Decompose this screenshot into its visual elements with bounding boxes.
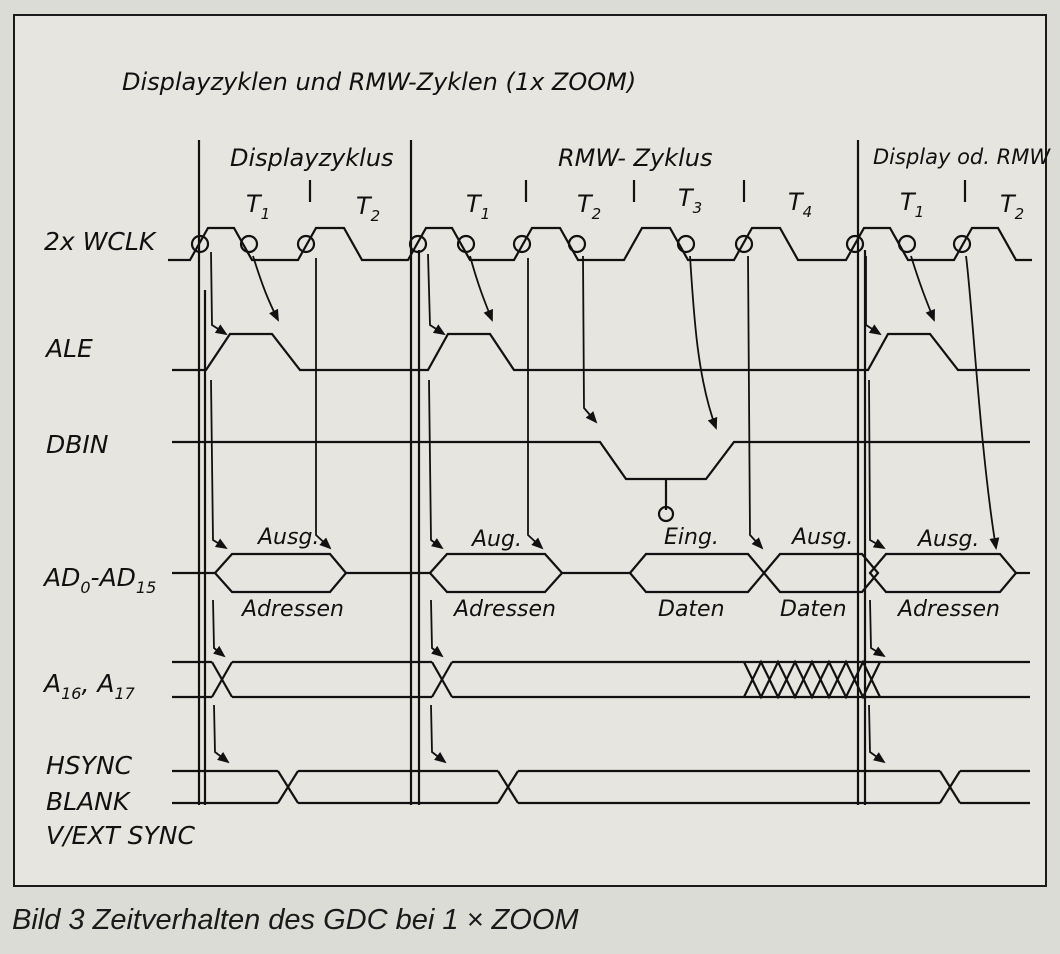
hsync-blank-waveform <box>172 771 1030 803</box>
arrow-wclk-ale-rise-c <box>866 256 880 334</box>
arrow-wclk-ale-rise <box>211 252 226 334</box>
signal-label-vext-sync: V/EXT SYNC <box>46 821 195 850</box>
t-label-t2-c: $T_2$ <box>1000 190 1025 223</box>
t-label-t4: $T_4$ <box>788 188 813 221</box>
arrow-wclk-ale-fall-b <box>470 256 492 320</box>
arrow-a16-hsync-b <box>431 705 445 762</box>
arrow-wclk-ad-end-c <box>966 256 996 548</box>
arrow-wclk-ale-fall <box>253 256 278 320</box>
arrow-wclk-dbin-rise <box>690 256 716 428</box>
bus-label-ausg-2: Ausg. <box>792 525 854 550</box>
arrow-ale-ad-out-c <box>869 380 884 548</box>
signal-label-a16-a17: $A_{16}$, $A_{17}$ <box>44 669 135 703</box>
arrow-wclk-ad-daten <box>748 256 762 548</box>
bus-label-daten-1: Daten <box>658 597 725 622</box>
t-label-t3: $T_3$ <box>678 184 703 217</box>
bus-label-adressen-1: Adressen <box>242 597 344 622</box>
causality-arrows <box>211 252 996 762</box>
signal-label-hsync: HSYNC <box>46 751 133 780</box>
bus-label-daten-2: Daten <box>780 597 847 622</box>
arrow-wclk-ad-end-b <box>528 258 542 548</box>
t-label-t2-a: $T_2$ <box>356 192 381 225</box>
signal-names <box>42 227 196 850</box>
t-label-t2-b: $T_2$ <box>577 190 602 223</box>
t-label-t1-b: $T_1$ <box>466 190 491 223</box>
a16-a17-waveform <box>172 662 1030 697</box>
signal-label-ad: $AD_0-AD_{15}$ <box>44 563 157 597</box>
waveforms <box>168 140 1032 805</box>
signal-label-dbin: DBIN <box>46 430 109 459</box>
arrow-wclk-ale-rise-b <box>428 254 444 334</box>
signal-label-wclk: 2x WCLK <box>44 227 156 256</box>
clock-edge-marker <box>678 236 694 252</box>
arrow-ad-a16-b <box>431 600 442 656</box>
diagram-title: Displayzyklen und RMW-Zyklen (1x ZOOM) <box>122 68 637 96</box>
arrow-a16-hsync-c <box>869 705 884 762</box>
arrow-wclk-ad-end <box>316 258 330 548</box>
bus-label-aug: Aug. <box>472 527 522 552</box>
t-state-labels <box>246 184 1024 225</box>
figure-caption: Bild 3 Zeitverhalten des GDC bei 1 × ZOOM <box>12 904 579 936</box>
cycle-label-rmw: RMW- Zyklus <box>558 144 713 172</box>
t-label-t1-c: $T_1$ <box>900 188 925 221</box>
arrow-ad-a16-c <box>870 600 884 656</box>
bus-label-ausg-3: Ausg. <box>918 527 980 552</box>
dbin-waveform <box>172 442 1030 479</box>
bus-label-adressen-2: Adressen <box>454 597 556 622</box>
cycle-label-display-or-rmw: Display od. RMW <box>873 145 1051 169</box>
signal-label-blank: BLANK <box>46 787 130 816</box>
clock-edge-marker <box>569 236 585 252</box>
ad-bus-waveform <box>172 554 1030 592</box>
arrow-wclk-dbin-fall <box>583 256 596 422</box>
arrow-ale-ad-out-b <box>429 380 442 548</box>
arrow-wclk-ale-fall-c <box>911 256 934 320</box>
cycle-label-display: Displayzyklus <box>230 144 394 172</box>
ale-waveform <box>172 334 1030 370</box>
arrow-ad-a16 <box>213 600 224 656</box>
bus-label-eing: Eing. <box>664 525 719 550</box>
bus-label-ausg-1: Ausg. <box>258 525 320 550</box>
arrow-a16-hsync <box>214 705 228 762</box>
bus-label-adressen-3: Adressen <box>898 597 1000 622</box>
clock-edge-marker <box>899 236 915 252</box>
signal-label-ale: ALE <box>46 334 93 363</box>
arrow-ale-ad-out <box>211 380 226 548</box>
t-label-t1-a: $T_1$ <box>246 190 271 223</box>
